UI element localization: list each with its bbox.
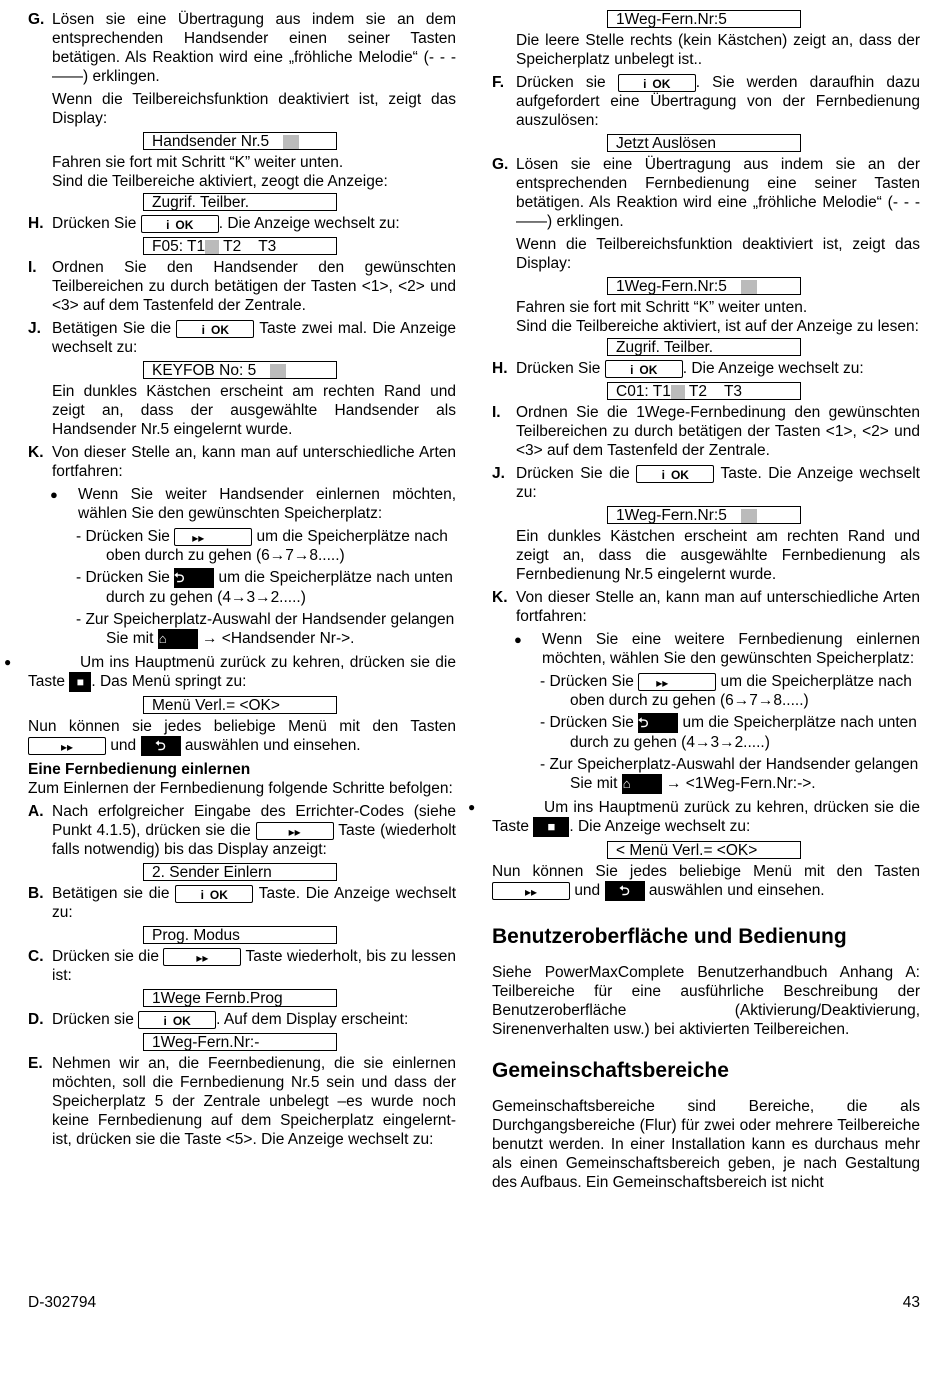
lcd-display: KEYFOB No: 5 [143,361,337,379]
lcd-display: 1Weg-Fern.Nr:5 [607,277,801,295]
back-key-icon: ⮌ [174,568,214,588]
sub-item: - Drücken Sie ▸▸ um die Speicherplätze nach oben durch zu gehen (6→7→8.....) [540,673,912,709]
ok-key-icon: i OK [636,465,714,483]
bullet-item: ● Wenn Sie weiter Handsender einlernen möchten, wählen Sie den gewünschten Speicherplatz: [50,486,456,522]
step-i: I. Ordnen Sie die 1Wege-Fernbedinung den gewünschten Teilbereichen zu durch betätigen der Tasten <1>, <2> und <3> auf dem Tastenfeld der Zentrale. [492,404,920,459]
sub-item: - Drücken Sie ⮌ um die Speicherplätze nach unten durch zu gehen (4→3→2.....) [76,569,453,606]
next-key-icon: ▸▸ [638,673,716,691]
display-block-icon [741,509,757,523]
back-key-icon: ⮌ [605,881,645,901]
lcd-display: Menü Verl.= <OK> [143,696,337,714]
paragraph: Die leere Stelle rechts (kein Kästchen) zeigt an, dass der Speicherplatz unbelegt ist.. [516,32,920,68]
lcd-display: 2. Sender Einlern [143,863,337,881]
page-number: 43 [902,1294,920,1311]
ok-key-icon: i OK [175,885,253,903]
paragraph: Siehe PowerMaxComplete Benutzerhandbuch Anhang A: Teilbereiche für eine ausführliche Beschreibung der Benutzeroberfläche (Aktivierung/Deaktivierung, Sirenenverhalten usw.) bei aktivierten Teilbereichen. [492,964,920,1038]
next-key-icon: ▸▸ [492,882,570,900]
step-d: D. Drücken sie i OK . Auf dem Display erscheint: [28,1011,409,1028]
ok-key-icon: i OK [138,1011,216,1029]
lcd-display: Zugrif. Teilber. [607,338,801,356]
paragraph: Zum Einlernen der Fernbedienung folgende Schritte befolgen: [28,780,453,797]
lcd-display: Handsender Nr.5 [143,132,337,150]
next-key-icon: ▸▸ [163,948,241,966]
paragraph: ● Um ins Hauptmenü zurück zu kehren, drücken sie die Taste ■ . Die Anzeige wechselt zu: [468,799,920,836]
paragraph: Sind die Teilbereiche aktiviert, ist auf der Anzeige zu lesen: [516,318,919,335]
step-k: K. Von dieser Stelle an, kann man auf unterschiedliche Arten fortfahren: [492,589,920,625]
step-c: C. Drücken sie die ▸▸ Taste wiederholt, bis zu lessen ist: [28,948,457,984]
home-key-icon: ⌂ [158,629,198,649]
lcd-display: Zugrif. Teilber. [143,193,337,211]
back-key-icon: ⮌ [141,736,181,756]
paragraph: Gemeinschaftsbereiche sind Bereiche, die als Durchgangsbereiche (Flur) für zwei oder mehrere Teilbereiche benutzt werden. In einer Installation kann es durchaus mehr als einen Gemeinschaftsbereich geben, je nach Gestaltung des Aufbaus. Ein Gemeinschaftsbereich ist nicht [492,1098,920,1191]
left-column [4,10,457,1153]
home-key-icon: ⌂ [622,774,662,794]
step-i: I. Ordnen Sie den Handsender den gewünschten Teilbereichen zu durch betätigen der Tasten <1>, <2> und <3> auf dem Tastenfeld der Zentrale. [28,259,456,314]
paragraph: Nun können Sie jedes beliebige Menü mit den Tasten ▸▸ und ⮌ auswählen und einsehen. [492,863,920,900]
ok-key-icon: i OK [176,320,254,338]
section-heading: Benutzeroberfläche und Bedienung [492,925,847,948]
next-key-icon: ▸▸ [174,528,252,546]
step-b: B. Betätigen sie die i OK Taste. Die Anzeige wechselt zu: [28,885,457,921]
lcd-display: C01: T1 T2 T3 [607,382,801,400]
next-key-icon: ▸▸ [28,737,106,755]
paragraph: Nun können sie jedes beliebige Menü mit den Tasten ▸▸ und ⮌ auswählen und einsehen. [28,718,456,755]
paragraph: ● Um ins Hauptmenü zurück zu kehren, drücken sie die Taste ■ . Das Menü springt zu: [4,654,456,691]
ok-key-icon: i OK [605,360,683,378]
sub-item: - Drücken Sie ▸▸ um die Speicherplätze nach oben durch zu gehen (6→7→8.....) [76,528,448,564]
display-block-icon [205,240,219,254]
paragraph: Ein dunkles Kästchen erscheint am rechten Rand und zeigt an, dass die ausgewählte Fernbedienung als Fernbedienung Nr.5 eingelernt wurde. [516,528,920,583]
lcd-display: Jetzt Auslösen [607,134,801,152]
step-k: K. Von dieser Stelle an, kann man auf unterschiedliche Arten fortfahren: [28,444,456,480]
back-key-icon: ⮌ [638,713,678,733]
step-j: J. Betätigen Sie die i OK Taste zwei mal. Die Anzeige wechselt zu: [28,320,457,356]
display-block-icon [283,135,299,149]
lcd-display: Prog. Modus [143,926,337,944]
paragraph: Sind die Teilbereiche aktiviert, zeogt die Anzeige: [52,173,388,190]
display-block-icon [671,385,685,399]
paragraph: Fahren sie fort mit Schritt “K” weiter unten. [516,299,808,316]
step-h: H. Drücken Sie i OK . Die Anzeige wechselt zu: [492,360,864,377]
lcd-display: 1Weg-Fern.Nr:5 [607,506,801,524]
display-block-icon [741,280,757,294]
sub-item: - Zur Speicherplatz-Auswahl der Handsender gelangen Sie mit ⌂ → <1Weg-Fern.Nr:->. [540,756,919,793]
step-h: H. Drücken Sie i OK . Die Anzeige wechselt zu: [28,215,400,232]
sub-item: - Zur Speicherplatz-Auswahl der Handsender gelangen Sie mit ⌂ → <Handsender Nr->. [76,611,455,648]
step-f: F. Drücken sie i OK . Sie werden daraufhin dazu aufgefordert eine Übertragung von der Fernbedienung auszulösen: [492,74,920,129]
document-number: D-302794 [28,1294,97,1311]
lcd-display: 1Wege Fernb.Prog [143,989,337,1007]
step-a: A. Nach erfolgreicher Eingabe des Errichter-Codes (siehe Punkt 4.1.5), drücken sie die ▸▸ Taste (wiederholt falls notwendig) bis das Display anzeigt: [28,803,456,858]
lcd-display: 1Weg-Fern.Nr:- [143,1033,337,1051]
paragraph: Wenn die Teilbereichsfunktion deaktiviert ist, zeigt das Display: [52,91,456,127]
lock-key-icon: ■ [533,817,569,837]
section-heading: Gemeinschaftsbereiche [492,1059,729,1082]
step-e: E. Nehmen wir an, die Feernbedienung, die sie einlernen möchten, soll die Fernbedienung Nr.5 sein und dass der Speicherplatz 5 der Zentrale unbelegt –es wurde noch keine Fernbedienung auf dem Speicherplatz eingelernt- ist, drücken sie die Taste <5>. Die Anzeige wechselt zu: [28,1055,456,1148]
paragraph: Fahren sie fort mit Schritt “K” weiter unten. [52,154,344,171]
ok-key-icon: i OK [141,215,219,233]
lcd-display: 1Weg-Fern.Nr:5 [607,10,801,28]
next-key-icon: ▸▸ [256,822,334,840]
display-block-icon [270,364,286,378]
lock-key-icon: ■ [69,672,91,692]
ok-key-icon: i OK [618,74,696,92]
right-column [468,10,920,1196]
sub-item: - Drücken Sie ⮌ um die Speicherplätze nach unten durch zu gehen (4→3→2.....) [540,714,917,751]
step-g: G. Lösen sie eine Übertragung aus indem sie an der entsprechenden Fernbedienung eine seiner Tasten betätigen. Als Reaktion wird eine „fröhliche Melodie“ (- - - ——) erklingen. [492,156,920,230]
bullet-item: ● Wenn Sie eine weitere Fernbedienung einlernen möchten, wählen Sie den gewünschten Speicherplatz: [514,631,920,667]
step-j: J. Drücken Sie die i OK Taste. Die Anzeige wechselt zu: [492,465,920,501]
section-heading: Eine Fernbedienung einlernen [28,761,251,778]
paragraph: Wenn die Teilbereichsfunktion deaktiviert ist, zeigt das Display: [516,236,920,272]
paragraph: Ein dunkles Kästchen erscheint am rechten Rand und zeigt an, dass der ausgewählte Handsender als Handsender Nr.5 eingelernt wurde. [52,383,456,438]
lcd-display: F05: T1 T2 T3 [143,237,337,255]
step-g: G. Lösen sie eine Übertragung aus indem sie an dem entsprechenden Handsender einen seiner Tasten betätigen. Als Reaktion wird eine „fröhliche Melodie“ (- - - ——) erklingen. [28,11,456,85]
lcd-display: < Menü Verl.= <OK> [607,841,801,859]
